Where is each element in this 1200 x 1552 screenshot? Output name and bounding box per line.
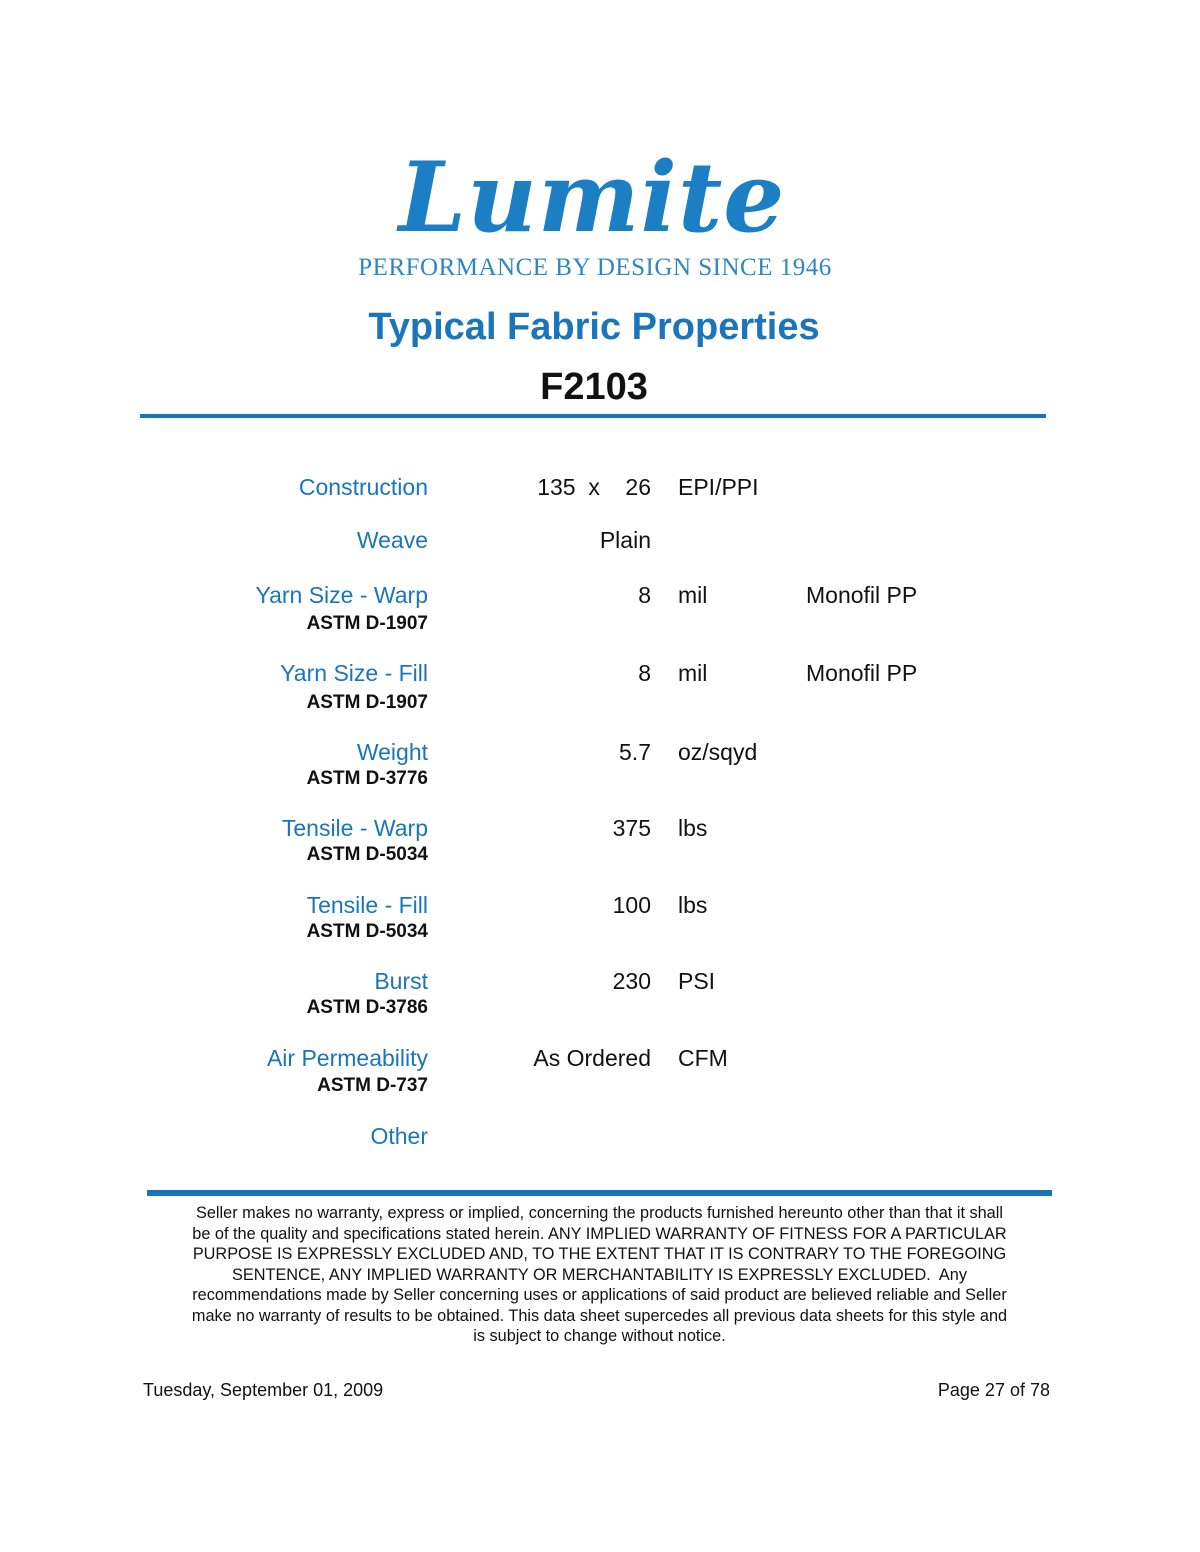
property-test-method: ASTM D-3786 (306, 997, 428, 1018)
property-unit: PSI (678, 968, 716, 994)
property-note: Monofil PP (806, 660, 918, 686)
warranty-disclaimer (147, 1203, 1052, 1347)
property-unit: lbs (678, 815, 708, 841)
property-label: Air Permeability (266, 1045, 428, 1071)
disclaimer-line: is subject to change without notice. (473, 1327, 726, 1345)
property-test-method: ASTM D-1907 (306, 613, 428, 634)
disclaimer-line: be of the quality and specifications stated herein. ANY IMPLIED WARRANTY OF FITNESS FOR A PARTICULAR (192, 1224, 1007, 1243)
property-value: 135 x 26 (537, 474, 651, 500)
logo-wordmark: Lumite (398, 141, 786, 254)
top-divider (140, 414, 1046, 418)
property-value: 8 (638, 660, 651, 686)
property-unit: oz/sqyd (678, 739, 758, 765)
lumite-logo (340, 141, 850, 288)
property-value: 375 (612, 815, 651, 841)
property-value: 100 (612, 892, 651, 918)
property-value: Plain (599, 527, 651, 553)
property-label: Burst (374, 968, 428, 994)
property-test-method: ASTM D-5034 (306, 921, 428, 942)
property-test-method: ASTM D-737 (317, 1075, 428, 1096)
property-value: 5.7 (619, 739, 651, 765)
property-test-method: ASTM D-5034 (306, 844, 428, 865)
property-unit: lbs (678, 892, 708, 918)
property-test-method: ASTM D-1907 (306, 692, 428, 713)
property-unit: EPI/PPI (678, 474, 759, 500)
property-label: Weave (356, 527, 428, 553)
property-value: 230 (612, 968, 651, 994)
footer-page-number: Page 27 of 78 (937, 1380, 1050, 1400)
logo-tagline: PERFORMANCE BY DESIGN SINCE 1946 (358, 254, 832, 281)
disclaimer-line: recommendations made by Seller concerning uses or applications of said product are believed reliable and Seller (192, 1286, 1007, 1304)
property-unit: CFM (678, 1045, 728, 1071)
property-label: Yarn Size - Warp (255, 582, 428, 608)
property-label: Tensile - Warp (281, 815, 428, 841)
property-test-method: ASTM D-3776 (306, 768, 428, 789)
property-label: Tensile - Fill (306, 892, 428, 918)
property-unit: mil (678, 582, 708, 608)
footer-date: Tuesday, September 01, 2009 (143, 1380, 384, 1400)
property-unit: mil (678, 660, 708, 686)
disclaimer-line: PURPOSE IS EXPRESSLY EXCLUDED AND, TO THE EXTENT THAT IT IS CONTRARY TO THE FOREGOING (192, 1245, 1007, 1263)
property-value: As Ordered (533, 1045, 651, 1071)
bottom-divider (147, 1190, 1052, 1196)
disclaimer-line: make no warranty of results to be obtained. This data sheet supercedes all previous data sheets for this style and (191, 1306, 1008, 1325)
property-label: Weight (356, 739, 428, 765)
page-title: Typical Fabric Properties (368, 306, 820, 348)
product-code: F2103 (540, 366, 648, 408)
property-value: 8 (638, 582, 651, 608)
property-label: Construction (298, 474, 428, 500)
disclaimer-line: SENTENCE, ANY IMPLIED WARRANTY OR MERCHANTABILITY IS EXPRESSLY EXCLUDED. Any (232, 1265, 967, 1284)
property-note: Monofil PP (806, 582, 918, 608)
disclaimer-line: Seller makes no warranty, express or implied, concerning the products furnished hereunto other than that it shall (196, 1204, 1003, 1222)
property-label: Yarn Size - Fill (280, 660, 428, 686)
property-label: Other (370, 1123, 428, 1149)
